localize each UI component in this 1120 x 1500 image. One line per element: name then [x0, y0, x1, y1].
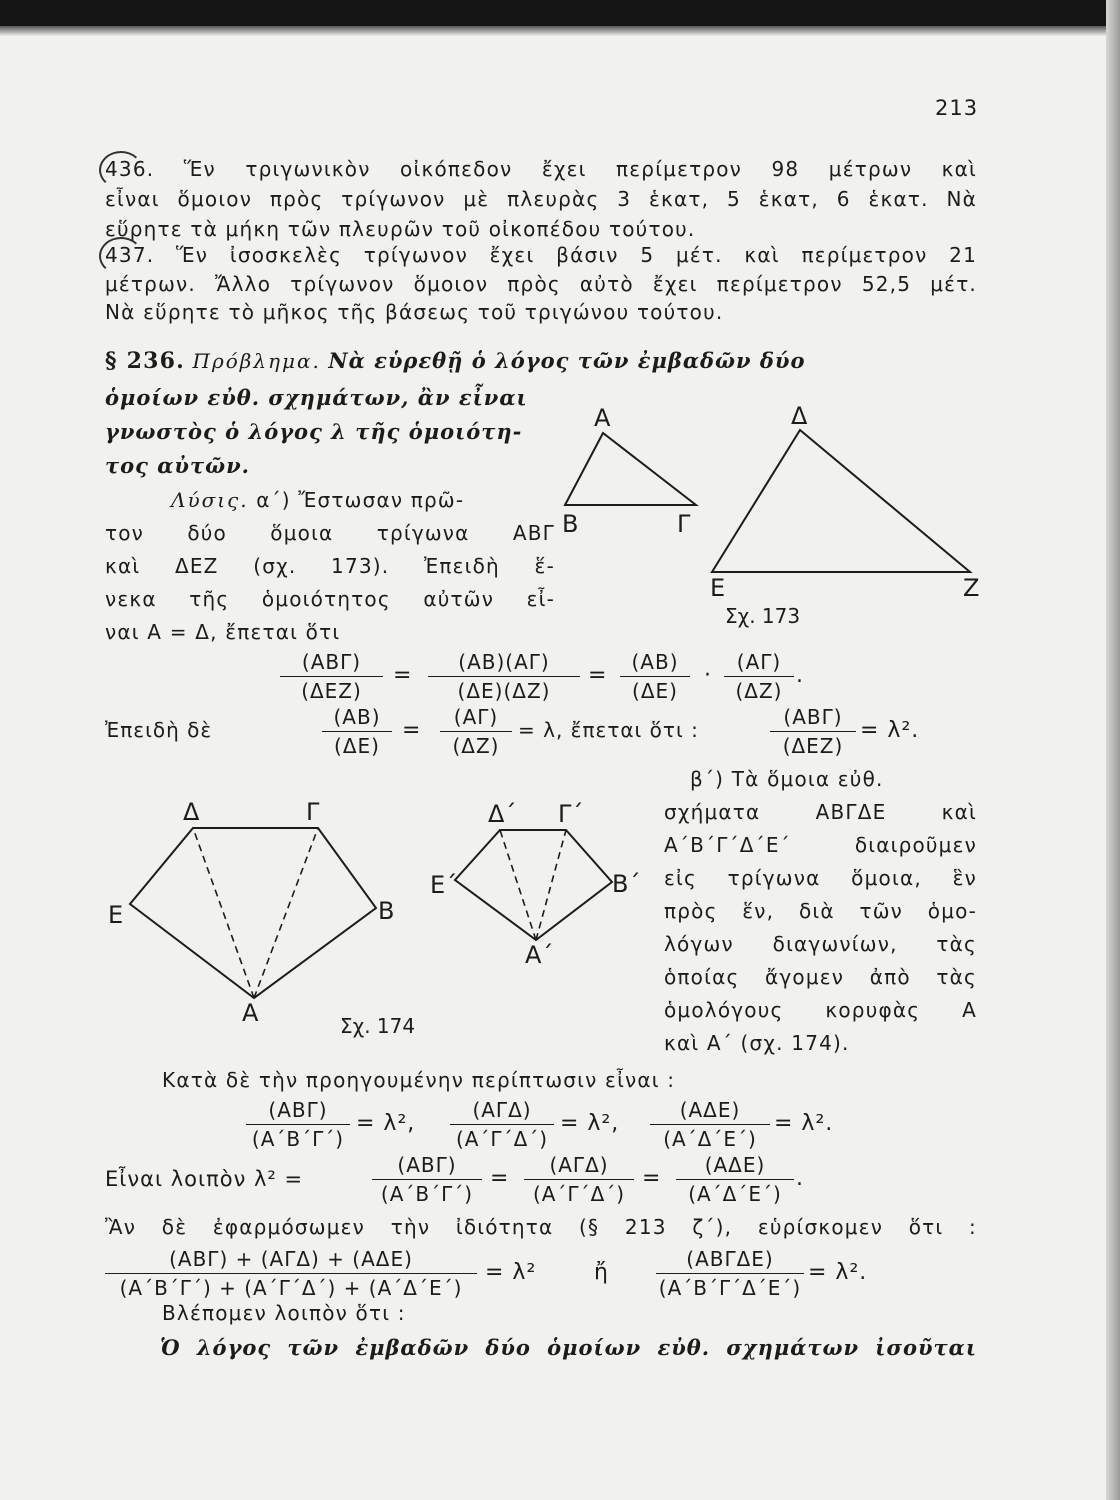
part-b-line-7: ὁποίας ἄγομεν ἀπὸ τὰς [664, 965, 977, 989]
problem-437-line-1: 437. Ἕν ἰσοσκελὲς τρίγωνον ἔχει βάσιν 5 μέτ. καὶ περίμετρον 21 [105, 240, 977, 270]
problem-436-line-1: 436. Ἕν τριγωνικὸν οἰκόπεδον ἔχει περίμετρον 98 μέτρων καὶ [105, 154, 977, 184]
fig174-caption: Σχ. 174 [340, 1014, 416, 1038]
solution-line-4: νεκα τῆς ὁμοιότητος αὐτῶν εἶ- [105, 587, 555, 611]
part-b-line-5: πρὸς ἕν, διὰ τῶν ὁμο- [664, 899, 977, 923]
part-b-line-8: ὁμολόγους κορυφὰς Α [664, 998, 977, 1022]
eq4-equals-1: = [490, 1166, 510, 1191]
eq5-frac-2: (ΑΒΓΔΕ) (Α΄Β΄Γ΄Δ΄Ε΄) [656, 1247, 804, 1300]
pentagon-abgde-prime [455, 830, 612, 940]
solution-line-3: καὶ ΔΕΖ (σχ. 173). Ἐπειδὴ ἕ- [105, 554, 555, 578]
fig173-label-Z: Ζ [963, 574, 980, 602]
fig174-label-A-prime: Α΄ [525, 941, 554, 969]
solution-label: Λύσις. [171, 488, 249, 512]
eq1-frac-2: $\frac{(AB)(A\Gamma)}{(\Delta E)(\Delta Z)}$ [428, 650, 580, 703]
problem-437-line-2: μέτρων. Ἄλλο τρίγωνον ὅμοιον πρὸς αὐτὸ ἔχει περίμετρον 52,5 μέτ. [105, 272, 977, 296]
eq4-end: . [796, 1166, 804, 1191]
eq4-frac-3: (ΑΔΕ) (Α΄Δ΄Ε΄) [676, 1153, 794, 1206]
part-b-line-9: καὶ Α΄ (σχ. 174). [664, 1031, 850, 1055]
eq2-end: = λ². [860, 718, 920, 743]
page-number: 213 [935, 96, 979, 120]
eq4-prefix: Εἶναι λοιπὸν λ² = [105, 1167, 304, 1191]
part-b-line-6: λόγων διαγωνίων, τὰς [664, 932, 977, 956]
part-b-line-3: Α΄Β΄Γ΄Δ΄Ε΄ διαιροῦμεν [664, 833, 977, 857]
conclusion-line: Ὁ λόγος τῶν ἐμβαδῶν δύο ὁμοίων εὐθ. σχημάτων ἰσοῦται [160, 1335, 977, 1360]
eq3-frac-1: (ΑΒΓ) (Α΄Β΄Γ΄) [246, 1098, 350, 1151]
section-title-1: Νὰ εὑρεθῇ ὁ λόγος τῶν ἐμβαδῶν δύο [328, 348, 806, 373]
part-b-line-1: β΄) Τὰ ὅμοια εὐθ. [690, 767, 884, 791]
eq5-term-1: = λ² [485, 1260, 537, 1285]
line-kata: Κατὰ δὲ τὴν προηγουμένην περίπτωσιν εἶναι : [162, 1068, 676, 1092]
eq4-frac-1: (ΑΒΓ) (Α΄Β΄Γ΄) [372, 1153, 482, 1206]
eq3-frac-3: (ΑΔΕ) (Α΄Δ΄Ε΄) [650, 1098, 770, 1151]
fig174-label-E: Ε [108, 901, 124, 929]
eq5-or: ἤ [594, 1260, 609, 1285]
solution-line-2: τον δύο ὅμοια τρίγωνα ΑΒΓ [105, 521, 555, 545]
section-title-line-2: ὁμοίων εὐθ. σχημάτων, ἂν εἶναι [105, 385, 528, 410]
eq1-dot: · [704, 663, 712, 688]
part-b-line-2: σχήματα ΑΒΓΔΕ καὶ [664, 800, 977, 824]
fig173-label-E: Ε [710, 574, 726, 602]
line-blepomen: Βλέπομεν λοιπὸν ὅτι : [162, 1301, 406, 1325]
solution-line-5: ναι Α = Δ, ἔπεται ὅτι [105, 620, 341, 644]
eq1-frac-4: $\frac{(A\Gamma)}{(\Delta Z)}$ [724, 650, 794, 703]
part-b-line-4: εἰς τρίγωνα ὅμοια, ἓν [664, 866, 977, 890]
eq2-mid: = λ, ἔπεται ὅτι : [518, 718, 699, 742]
eq3-term-1: = λ², [356, 1111, 416, 1136]
problem-number-437: 437 [105, 240, 147, 270]
eq3-frac-2: (ΑΓΔ) (Α΄Γ΄Δ΄) [450, 1098, 554, 1151]
eq1-frac-1: (ΑΒΓ) (ΔΕΖ) [280, 650, 383, 703]
eq4-frac-2: (ΑΓΔ) (Α΄Γ΄Δ΄) [524, 1153, 634, 1206]
fig173-caption: Σχ. 173 [725, 604, 801, 628]
diagonal-ad-prime [500, 830, 536, 940]
fig173-label-D: Δ [791, 402, 808, 430]
eq3-term-3: = λ². [774, 1111, 834, 1136]
section-label: Πρόβλημα. [192, 349, 321, 373]
pentagon-abgde [130, 828, 376, 998]
fig174-label-B-prime: Β΄ [612, 870, 641, 898]
fig174-label-E-prime: Ε΄ [430, 871, 458, 899]
eq4-equals-2: = [642, 1166, 662, 1191]
eq1-frac-3: $\frac{(AB)}{(\Delta E)}$ [620, 650, 690, 703]
eq2-frac-1: $\frac{(AB)}{(\Delta E)}$ [322, 705, 392, 758]
solution-line-1: Λύσις. α΄) Ἔστωσαν πρῶ- [105, 485, 555, 515]
fig174-label-D: Δ [183, 798, 200, 826]
eq2-frac-3: (ΑΒΓ) (ΔΕΖ) [770, 705, 856, 758]
eq5-term-2: = λ². [808, 1260, 868, 1285]
fig174-label-A: Α [242, 999, 259, 1027]
eq1-equals-1: = [393, 663, 413, 688]
diagonal-ad [193, 828, 254, 998]
eq2-equals: = [402, 718, 422, 743]
line-an: Ἂν δὲ ἐφαρμόσωμεν τὴν ἰδιότητα (§ 213 ζ΄), εὑρίσκομεν ὅτι : [105, 1215, 977, 1239]
section-number: § 236. [105, 348, 185, 374]
fig174-label-B: Β [378, 897, 395, 925]
problem-number-436: 436 [105, 154, 147, 184]
fig174-label-D-prime: Δ΄ [488, 800, 517, 828]
section-title-line-4: τος αὐτῶν. [105, 453, 250, 478]
fig174-label-G: Γ [306, 798, 320, 826]
fig173-label-B: Β [562, 510, 579, 538]
diagonal-ag [254, 828, 318, 998]
problem-436-line-2: εἶναι ὅμοιον πρὸς τρίγωνον μὲ πλευρὰς 3 ἑκατ, 5 ἑκατ, 6 ἑκατ. Νὰ [105, 187, 977, 211]
eq5-frac-1: (ΑΒΓ) + (ΑΓΔ) + (ΑΔΕ) (Α΄Β΄Γ΄) + (Α΄Γ΄Δ΄) + (Α΄Δ΄Ε΄) [105, 1247, 477, 1300]
section-title-line-3: γνωστὸς ὁ λόγος λ τῆς ὁμοιότη- [105, 419, 523, 444]
eq2-prefix: Ἐπειδὴ δὲ [105, 718, 213, 742]
diagonal-ag-prime [536, 830, 566, 940]
fig174-label-G-prime: Γ΄ [558, 800, 584, 828]
problem-437-line-3: Νὰ εὕρητε τὸ μῆκος τῆς βάσεως τοῦ τριγώνου τούτου. [105, 300, 724, 324]
eq1-equals-2: = [588, 663, 608, 688]
fig173-label-G: Γ [677, 510, 691, 538]
eq1-end: . [796, 663, 804, 688]
eq2-frac-2: $\frac{(A\Gamma)}{(\Delta Z)}$ [440, 705, 512, 758]
eq3-term-2: = λ², [560, 1111, 620, 1136]
fig173-label-A: Α [594, 404, 611, 432]
problem-436-line-3: εὕρητε τὰ μήκη τῶν πλευρῶν τοῦ οἰκοπέδου τούτου. [105, 217, 696, 241]
